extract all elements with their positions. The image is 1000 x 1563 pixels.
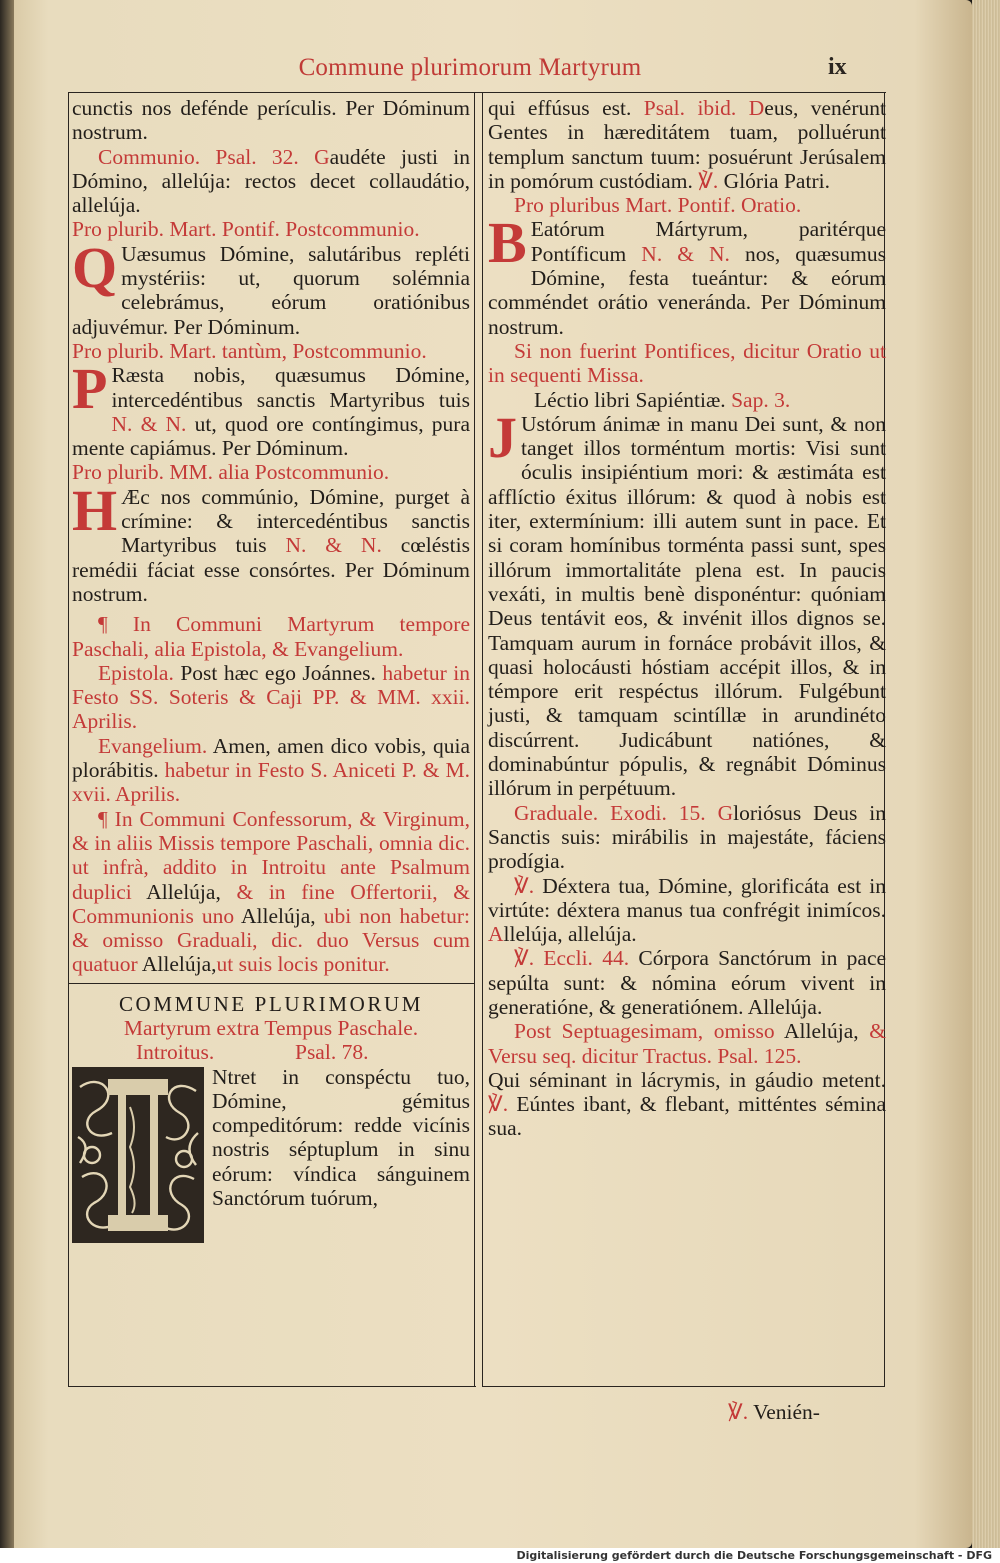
versicle-icon: ℣. — [698, 168, 719, 193]
section-subtitle: Martyrum extra Tempus Paschale. — [123, 1015, 419, 1040]
paragraph: cunctis nos defénde perículis. Per Dóminum nostrum. — [72, 96, 470, 145]
frame-left-line — [68, 93, 69, 1387]
epistola-paragraph: Epistola. Post hæc ego Joánnes. habetur in Festo SS. Soteris & Caji PP. & MM. xxii. Aprilis. — [72, 660, 470, 734]
evangelium-paragraph: Evangelium. Amen, amen dico vobis, quia plorábitis. habetur in Festo S. Aniceti P. & M. xvii. Aprilis. — [72, 733, 471, 807]
footer-credit: Digitalisierung gefördert durch die Deutsche Forschungsgemeinschaft - DFG — [516, 1549, 992, 1562]
digitization-footer — [0, 1548, 1000, 1563]
versicle-paragraph: ℣. Déxtera tua, Dómine, glorificáta est in virtúte: déxtera manus tua confrégit inimícos. Allelúja, allelúja. — [488, 873, 886, 947]
section-title: COMMUNE PLURIMORUM — [118, 991, 424, 1016]
versicle-icon: ℣. — [488, 1092, 509, 1117]
rubric-note: Si non fuerint Pontifices, dicitur Oratio ut in sequenti Missa. — [488, 338, 886, 388]
page-edges — [972, 0, 1000, 1548]
prayer-paragraph: H Æc nos commúnio, Dómine, purget à crímine: & intercedéntibus sanctis Martyribus tuis N. & N. cœléstis remédii fáciat esse consórtes. Per Dóminum nostrum. — [72, 477, 470, 606]
rubric-heading: Pro plurib. Mart. tantùm, Postcommunio. — [72, 338, 427, 363]
book-spine — [0, 0, 14, 1548]
versicle-icon: ℣. — [728, 1400, 749, 1424]
column-divider-left — [474, 93, 475, 1387]
communio-paragraph — [72, 145, 470, 218]
rubric-heading: Pro pluribus Mart. Pontif. Oratio. — [514, 193, 802, 218]
versicle-icon: ℣. — [514, 873, 535, 898]
tract-paragraph: Qui séminant in lácrymis, in gáudio metent. ℣. Eúntes ibant, & flebant, mitténtes sémina sua. — [488, 1067, 887, 1141]
drop-cap: B — [488, 210, 527, 276]
paragraph: qui effúsus est. Psal. ibid. Deus, venérunt Gentes in hæreditátem tuam, polluérunt templum sanctum tuum: posuérunt Jerúsalem in pomórum custódiam. ℣. Glória Patri. — [488, 96, 886, 193]
catchword: ℣. Venién- — [728, 1400, 820, 1424]
prayer-paragraph: B Eatórum Mártyrum, paritérque Pontíficum N. & N. nos, quæsumus Dómine, festa tueántur: & eórum comméndet orátio veneránda. Per Dóminum nostrum. — [488, 210, 887, 339]
drop-cap: H — [72, 477, 118, 543]
graduale-paragraph: Graduale. Exodi. 15. Gloriósus Deus in Sanctis suis: mirábilis in majestáte, fáciens prodígia. — [488, 800, 886, 874]
lesson-paragraph: J Ustórum ánimæ in manu Dei sunt, & non tanget illos torméntum mortis: Visi sunt óculis insipiéntium mori: & æstimáta est afflíctio éxitus illórum: & quod à nobis est iter, extermínium: illi autem sunt in pace. Et si coram homínibus torménta passi sunt, spes illórum immortalitáte plena est. In paucis vexáti, in multis benè disponéntur: quóniam Deus tentávit eos, & invénit illos dignos se. Tamquam aurum in fornáce probávit illos, & quasi holocáusti hóstiam accépit illos, & in témpore erit respéctus illórum. Fulgébunt justi, & tamquam scintíllæ in arundinéto discúrrent. Judicábunt natiónes, & dominabúntur pópulis, & regnábit Dóminus illórum in perpétuum. — [488, 404, 886, 801]
initial-letter: G — [314, 144, 330, 169]
rubric-note: ¶ In Communi Martyrum tempore Paschali, alia Epistola, & Evangelium. — [72, 612, 470, 661]
drop-cap: P — [72, 356, 108, 422]
bottom-rule-right — [482, 1386, 885, 1387]
bottom-rule-left — [68, 1386, 476, 1387]
column-divider-right — [482, 93, 483, 1387]
running-head: Commune plurimorum Martyrum — [298, 54, 642, 81]
versicle-paragraph: ℣. Eccli. 44. Córpora Sanctórum in pace sepúlta sunt: & nómina eórum vivent in generatióne, & generatiónem. Allelúja. — [488, 946, 887, 1019]
prayer-paragraph: P Ræsta nobis, quæsumus Dómine, intercedéntibus sanctis Martyribus tuis N. & N. ut, quod ore contíngimus, pura mente capiámus. Per Dóminum. — [72, 356, 470, 461]
top-rule — [68, 92, 886, 93]
woodcut-initial-i-icon — [72, 1067, 204, 1243]
right-column — [488, 96, 886, 1141]
drop-cap: Q — [72, 234, 118, 300]
folio-number: ix — [828, 54, 847, 80]
introit-heading: Introitus. Psal. 78. — [136, 1040, 369, 1065]
rubric-note: Post Septuagesimam, omisso Allelúja, & Versu seq. dicitur Tractus. Psal. 125. — [488, 1019, 886, 1068]
rubric-note: ¶ In Communi Confessorum, & Virginum, & in aliis Missis tempore Paschali, omnia dic. ut infrà, addito in Introitu ante Psalmum duplici Allelúja, & in fine Offertorii, & Communionis uno Allelúja, ubi non habetur: & omisso Graduali, dic. duo Versus cum quatuor Allelúja,ut suis locis ponitur. — [72, 806, 470, 977]
rubric: Communio. Psal. 32. — [98, 144, 299, 169]
introit-paragraph: Ntret in conspéctu tuo, Dómine, gémitus compeditórum: redde vicínis nostris séptuplum in sinu eórum: víndica sánguinem Sanctórum tuórum, — [72, 1065, 470, 1211]
rubric-heading: Pro plurib. Mart. Pontif. Postcommunio. — [72, 217, 420, 242]
prayer-paragraph: Q Uæsumus Dómine, salutáribus repléti mystériis: ut, quorum solémnia celebrámus, eórum oratiónibus adjuvémur. Per Dóminum. — [72, 234, 470, 339]
left-column — [72, 96, 470, 1243]
section-divider — [68, 983, 474, 984]
communio-text: audéte justi in Dómino, allelúja: rectos decet collaudátio, allelúja. — [72, 144, 470, 218]
lesson-heading: Léctio libri Sapiéntiæ. Sap. 3. — [534, 387, 791, 412]
drop-cap: J — [488, 404, 517, 470]
rubric-heading: Pro plurib. MM. alia Postcommunio. — [72, 460, 390, 485]
